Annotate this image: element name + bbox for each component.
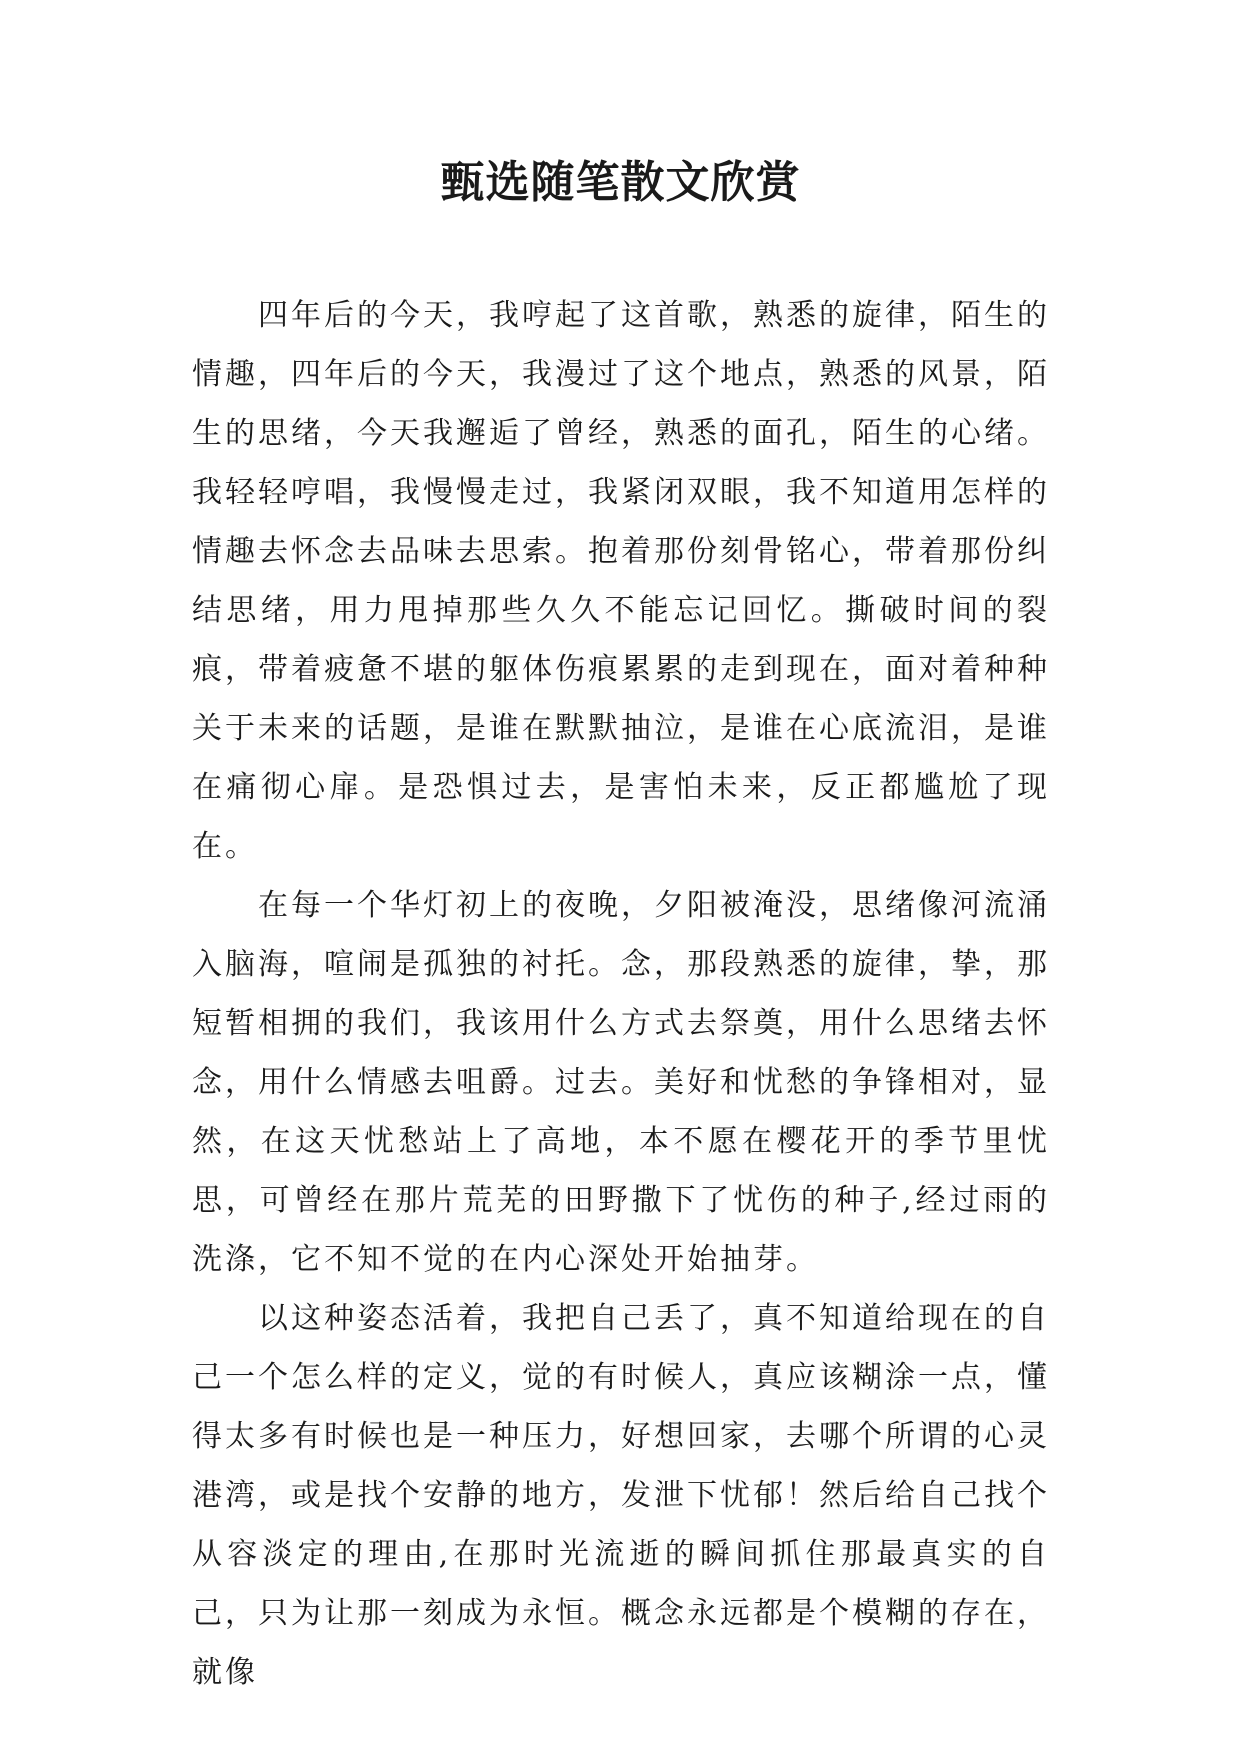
document-body: [192, 286, 1050, 1702]
paragraph-2: 在每一个华灯初上的夜晚，夕阳被淹没，思绪像河流涌入脑海，喧闹是孤独的衬托。念，那段熟悉的旋律，挚，那短暂相拥的我们，我该用什么方式去祭奠，用什么思绪去怀念，用什么情感去咀爵。过去。美好和忧愁的争锋相对，显然，在这天忧愁站上了高地，本不愿在樱花开的季节里忧思，可曾经在那片荒芜的田野撒下了忧伤的种子,经过雨的洗涤，它不知不觉的在内心深处开始抽芽。: [192, 888, 1050, 1277]
paragraph-3: 以这种姿态活着，我把自己丢了，真不知道给现在的自己一个怎么样的定义，觉的有时候人，真应该糊涂一点，懂得太多有时候也是一种压力，好想回家，去哪个所谓的心灵港湾，或是找个安静的地方，发泄下忧郁！然后给自己找个从容淡定的理由,在那时光流逝的瞬间抓住那最真实的自己，只为让那一刻成为永恒。概念永远都是个模糊的存在，就像: [192, 1301, 1050, 1690]
paragraph-1: 四年后的今天，我哼起了这首歌，熟悉的旋律，陌生的情趣，四年后的今天，我漫过了这个地点，熟悉的风景，陌生的思绪，今天我邂逅了曾经，熟悉的面孔，陌生的心绪。我轻轻哼唱，我慢慢走过，我紧闭双眼，我不知道用怎样的情趣去怀念去品味去思索。抱着那份刻骨铭心，带着那份纠结思绪，用力甩掉那些久久不能忘记回忆。撕破时间的裂痕，带着疲惫不堪的躯体伤痕累累的走到现在，面对着种种关于未来的话题，是谁在默默抽泣，是谁在心底流泪，是谁在痛彻心扉。是恐惧过去，是害怕未来，反正都尴尬了现在。: [192, 298, 1050, 864]
document-title: 甄选随笔散文欣赏: [440, 157, 801, 208]
